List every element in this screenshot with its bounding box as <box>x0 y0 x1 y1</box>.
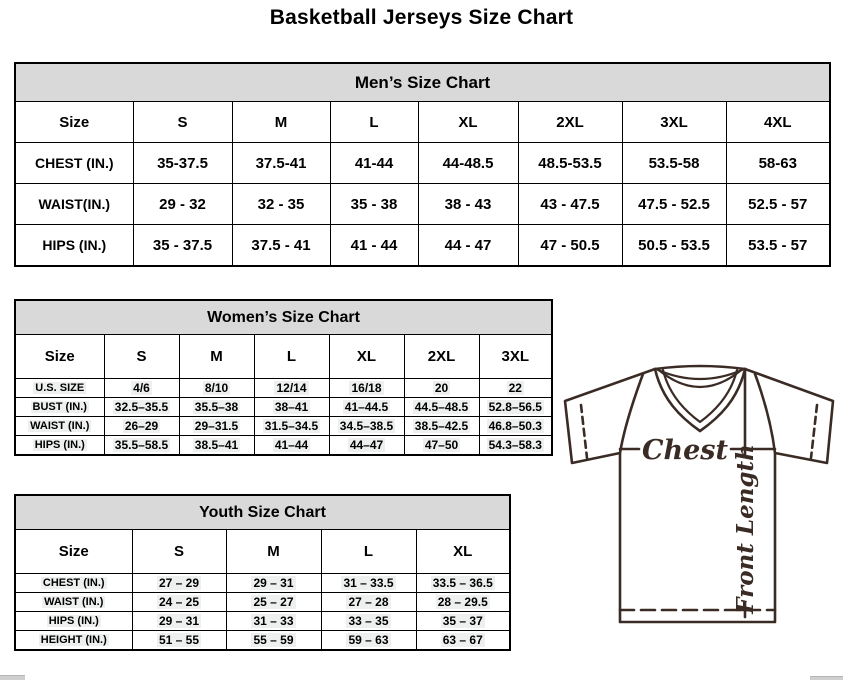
size-value-cell: 8/10 <box>179 379 254 398</box>
column-header: L <box>330 102 418 143</box>
size-value-cell: 35 - 37.5 <box>133 225 232 267</box>
size-value-cell: 32.5–35.5 <box>104 398 179 417</box>
size-value-cell: 33.5 – 36.5 <box>416 574 510 593</box>
size-value-cell: 41–44.5 <box>329 398 404 417</box>
size-value-cell: 38 - 43 <box>418 184 518 225</box>
size-value-cell: 47–50 <box>404 436 479 456</box>
row-label: HIPS (IN.) <box>15 225 133 267</box>
size-value-cell: 35-37.5 <box>133 143 232 184</box>
size-value-cell: 55 – 59 <box>226 631 321 651</box>
table-row <box>15 143 830 184</box>
jersey-outline-icon <box>565 369 833 622</box>
size-value-cell: 12/14 <box>254 379 329 398</box>
front-length-label: Front Length <box>732 444 759 614</box>
column-header: Size <box>15 102 133 143</box>
youth-size-chart <box>14 494 511 651</box>
size-value-cell: 46.8–50.3 <box>479 417 552 436</box>
size-value-cell: 59 – 63 <box>321 631 416 651</box>
size-value-cell: 26–29 <box>104 417 179 436</box>
column-header: 2XL <box>518 102 622 143</box>
row-label: WAIST(IN.) <box>15 184 133 225</box>
size-value-cell: 44-48.5 <box>418 143 518 184</box>
size-value-cell: 52.5 - 57 <box>726 184 830 225</box>
youth-size-chart-table <box>14 494 511 651</box>
row-label: CHEST (IN.) <box>15 574 132 593</box>
column-header: 3XL <box>479 335 552 379</box>
size-value-cell: 37.5-41 <box>232 143 330 184</box>
womens-size-chart-table <box>14 299 553 456</box>
size-value-cell: 52.8–56.5 <box>479 398 552 417</box>
size-value-cell: 29–31.5 <box>179 417 254 436</box>
size-value-cell: 25 – 27 <box>226 593 321 612</box>
size-value-cell: 31 – 33.5 <box>321 574 416 593</box>
size-value-cell: 29 – 31 <box>226 574 321 593</box>
table-row <box>15 436 552 456</box>
column-header: 4XL <box>726 102 830 143</box>
size-value-cell: 44–47 <box>329 436 404 456</box>
table-row <box>15 631 510 651</box>
row-label: BUST (IN.) <box>15 398 104 417</box>
size-value-cell: 38.5–41 <box>179 436 254 456</box>
row-label: U.S. SIZE <box>15 379 104 398</box>
womens-size-chart <box>14 299 553 456</box>
row-label: HIPS (IN.) <box>15 612 132 631</box>
column-header: XL <box>418 102 518 143</box>
size-value-cell: 38–41 <box>254 398 329 417</box>
size-value-cell: 53.5 - 57 <box>726 225 830 267</box>
size-value-cell: 58-63 <box>726 143 830 184</box>
column-header: Size <box>15 335 104 379</box>
size-value-cell: 31.5–34.5 <box>254 417 329 436</box>
row-label: WAIST (IN.) <box>15 417 104 436</box>
size-value-cell: 35.5–58.5 <box>104 436 179 456</box>
cropped-fragment-left <box>0 675 25 680</box>
size-value-cell: 35 - 38 <box>330 184 418 225</box>
size-value-cell: 28 – 29.5 <box>416 593 510 612</box>
size-value-cell: 33 – 35 <box>321 612 416 631</box>
column-header: M <box>179 335 254 379</box>
column-header: M <box>226 530 321 574</box>
column-header: S <box>133 102 232 143</box>
row-label: HEIGHT (IN.) <box>15 631 132 651</box>
size-value-cell: 24 – 25 <box>132 593 226 612</box>
table-row <box>15 225 830 267</box>
size-value-cell: 35.5–38 <box>179 398 254 417</box>
size-value-cell: 32 - 35 <box>232 184 330 225</box>
column-header: S <box>132 530 226 574</box>
table-row <box>15 379 552 398</box>
size-value-cell: 44 - 47 <box>418 225 518 267</box>
size-value-cell: 43 - 47.5 <box>518 184 622 225</box>
size-value-cell: 50.5 - 53.5 <box>622 225 726 267</box>
mens-size-chart <box>14 62 831 267</box>
size-value-cell: 4/6 <box>104 379 179 398</box>
size-value-cell: 38.5–42.5 <box>404 417 479 436</box>
size-value-cell: 63 – 67 <box>416 631 510 651</box>
size-value-cell: 31 – 33 <box>226 612 321 631</box>
size-value-cell: 20 <box>404 379 479 398</box>
size-value-cell: 22 <box>479 379 552 398</box>
size-value-cell: 29 – 31 <box>132 612 226 631</box>
column-header: L <box>321 530 416 574</box>
size-value-cell: 41–44 <box>254 436 329 456</box>
chest-label: Chest <box>642 435 728 466</box>
table-row <box>15 574 510 593</box>
table-row <box>15 398 552 417</box>
mens-size-chart-table <box>14 62 831 267</box>
column-header: Size <box>15 530 132 574</box>
size-value-cell: 41 - 44 <box>330 225 418 267</box>
row-label: WAIST (IN.) <box>15 593 132 612</box>
size-value-cell: 54.3–58.3 <box>479 436 552 456</box>
row-label: HIPS (IN.) <box>15 436 104 456</box>
size-value-cell: 51 – 55 <box>132 631 226 651</box>
size-value-cell: 47.5 - 52.5 <box>622 184 726 225</box>
table-title: Women’s Size Chart <box>15 300 552 335</box>
size-value-cell: 34.5–38.5 <box>329 417 404 436</box>
jersey-measurement-diagram <box>558 355 840 635</box>
row-label: CHEST (IN.) <box>15 143 133 184</box>
table-title: Men’s Size Chart <box>15 63 830 102</box>
column-header: XL <box>329 335 404 379</box>
table-row <box>15 593 510 612</box>
cropped-fragment-right <box>810 676 843 680</box>
table-row <box>15 417 552 436</box>
table-row <box>15 612 510 631</box>
column-header: L <box>254 335 329 379</box>
size-value-cell: 29 - 32 <box>133 184 232 225</box>
column-header: M <box>232 102 330 143</box>
size-value-cell: 44.5–48.5 <box>404 398 479 417</box>
size-value-cell: 41-44 <box>330 143 418 184</box>
size-value-cell: 53.5-58 <box>622 143 726 184</box>
size-value-cell: 35 – 37 <box>416 612 510 631</box>
size-value-cell: 37.5 - 41 <box>232 225 330 267</box>
column-header: 2XL <box>404 335 479 379</box>
size-value-cell: 47 - 50.5 <box>518 225 622 267</box>
page-title: Basketball Jerseys Size Chart <box>269 6 574 29</box>
size-value-cell: 27 – 29 <box>132 574 226 593</box>
column-header: XL <box>416 530 510 574</box>
jersey-collar-back-icon <box>655 366 745 369</box>
table-row <box>15 184 830 225</box>
column-header: S <box>104 335 179 379</box>
table-title: Youth Size Chart <box>15 495 510 530</box>
size-value-cell: 48.5-53.5 <box>518 143 622 184</box>
column-header: 3XL <box>622 102 726 143</box>
size-value-cell: 16/18 <box>329 379 404 398</box>
size-value-cell: 27 – 28 <box>321 593 416 612</box>
